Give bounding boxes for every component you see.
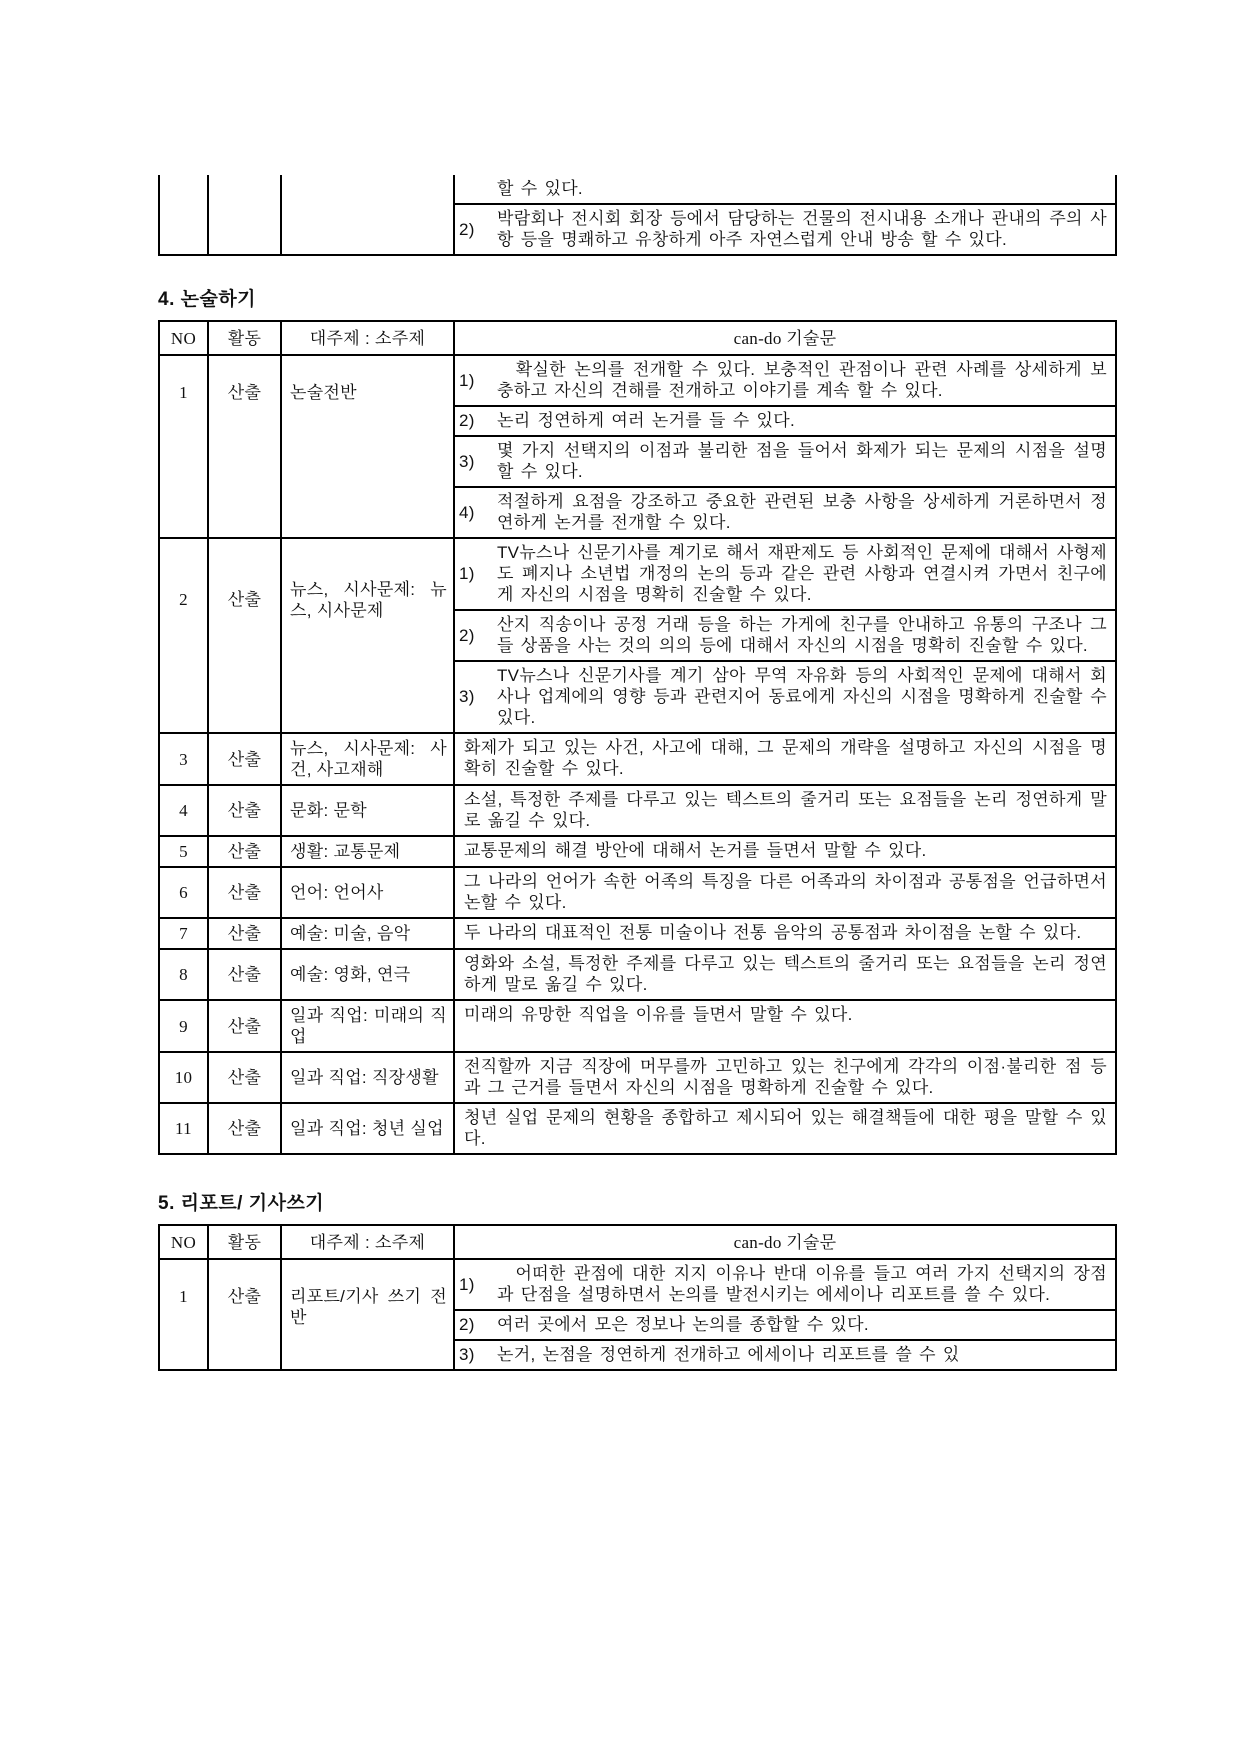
topic-cell: 일과 직업: 청년 실업 <box>282 1104 455 1153</box>
item-number: 2) <box>459 219 475 239</box>
activity-cell: 산출 <box>209 1260 282 1369</box>
item-text: 어떠한 관점에 대한 지지 이유나 반대 이유를 들고 여러 가지 선택지의 장점과 단점을 설명하면서 논의를 발전시키는 에세이나 리포트를 쓸 수 있다. <box>497 1264 1107 1304</box>
item-number: 1) <box>459 370 475 390</box>
cando-item <box>455 486 1115 537</box>
item-text: 청년 실업 문제의 현황을 종합하고 제시되어 있는 해결책들에 대한 평을 말할 수 있다. <box>464 1108 1107 1148</box>
activity-cell: 산출 <box>209 837 282 866</box>
cando-item <box>455 405 1115 435</box>
item-number: 3) <box>459 687 475 706</box>
topic-cell: 논술전반 <box>282 356 455 537</box>
no-cell: 9 <box>160 1001 209 1051</box>
item-text: 미래의 유망한 직업을 이유를 들면서 말할 수 있다. <box>464 1005 853 1024</box>
header-row <box>160 1226 1115 1258</box>
item-text: 교통문제의 해결 방안에 대해서 논거를 들면서 말할 수 있다. <box>464 841 927 860</box>
no-cell: 10 <box>160 1053 209 1102</box>
activity-cell: 산출 <box>209 868 282 917</box>
item-text: 소설, 특정한 주제를 다루고 있는 텍스트의 줄거리 또는 요점들을 논리 정연하게 말로 옮길 수 있다. <box>464 790 1107 830</box>
cando-item <box>455 950 1115 999</box>
item-number: 1) <box>459 1274 475 1294</box>
cando-cell <box>455 539 1115 732</box>
item-text: TV뉴스나 신문기사를 계기로 해서 재판제도 등 사회적인 문제에 대해서 사형제도 폐지나 소년법 개정의 논의 등과 같은 관련 사항과 연결시켜 가면서 친구에게 자신의 시점을 명확히 진술할 수 있다. <box>497 543 1107 604</box>
no-cell <box>160 175 209 254</box>
item-text: 적절하게 요점을 강조하고 중요한 관련된 보충 사항을 상세하게 거론하면서 정연하게 논거를 전개할 수 있다. <box>497 492 1107 532</box>
cando-item <box>455 539 1115 609</box>
spacer <box>158 256 1117 284</box>
column-header-topic: 대주제 : 소주제 <box>282 322 455 354</box>
cando-cell <box>455 919 1115 948</box>
cando-item <box>455 203 1115 254</box>
cando-item <box>455 1339 1115 1369</box>
activity-cell: 산출 <box>209 539 282 732</box>
activity-cell: 산출 <box>209 786 282 835</box>
topic-cell <box>282 175 455 254</box>
cando-cell <box>455 734 1115 784</box>
table-row <box>160 175 1115 254</box>
cando-cell <box>455 868 1115 917</box>
item-number: 4) <box>459 502 475 522</box>
item-text: 영화와 소설, 특정한 주제를 다루고 있는 텍스트의 줄거리 또는 요점들을 논리 정연하게 말로 옮길 수 있다. <box>464 954 1107 994</box>
topic-cell: 예술: 영화, 연극 <box>282 950 455 999</box>
cando-cell <box>455 950 1115 999</box>
item-number: 2) <box>459 625 475 645</box>
item-number: 2) <box>459 1315 475 1334</box>
spacer <box>158 1155 1117 1188</box>
item-text: 몇 가지 선택지의 이점과 불리한 점을 들어서 화제가 되는 문제의 시점을 설명할 수 있다. <box>497 441 1107 481</box>
item-text: 그 나라의 언어가 속한 어족의 특징을 다른 어족과의 차이점과 공통점을 언급하면서 논할 수 있다. <box>464 872 1107 912</box>
no-cell: 8 <box>160 950 209 999</box>
cando-item <box>455 734 1115 783</box>
cando-cell <box>455 1001 1115 1051</box>
continued-table <box>158 175 1117 256</box>
table-row <box>160 1258 1115 1369</box>
topic-cell: 문화: 문학 <box>282 786 455 835</box>
table-row <box>160 784 1115 835</box>
column-header-activity: 활동 <box>209 322 282 354</box>
item-text: TV뉴스나 신문기사를 계기 삼아 무역 자유화 등의 사회적인 문제에 대해서 회사나 업계에의 영향 등과 관련지어 동료에게 자신의 시점을 명확하게 진술할 수 있다. <box>497 666 1107 727</box>
cando-item <box>455 660 1115 732</box>
item-text: 두 나라의 대표적인 전통 미술이나 전통 음악의 공통점과 차이점을 논할 수 있다. <box>464 923 1082 942</box>
cando-item <box>455 435 1115 486</box>
page-content <box>158 175 1117 1371</box>
column-header-no: NO <box>160 1226 209 1258</box>
item-text: 논리 정연하게 여러 논거를 들 수 있다. <box>497 411 795 430</box>
item-text: 확실한 논의를 전개할 수 있다. 보충적인 관점이나 관련 사례를 상세하게 보충하고 자신의 견해를 전개하고 이야기를 계속 할 수 있다. <box>497 360 1107 400</box>
topic-cell: 일과 직업: 직장생활 <box>282 1053 455 1102</box>
item-text: 산지 직송이나 공정 거래 등을 하는 가게에 친구를 안내하고 유통의 구조나 그들 상품을 사는 것의 의의 등에 대해서 자신의 시점을 명확히 진술할 수 있다. <box>497 615 1107 655</box>
no-cell: 5 <box>160 837 209 866</box>
cando-item <box>455 868 1115 917</box>
section-4-table <box>158 320 1117 1155</box>
cando-item <box>455 609 1115 660</box>
no-cell: 3 <box>160 734 209 784</box>
item-number: 1) <box>459 564 475 583</box>
activity-cell: 산출 <box>209 734 282 784</box>
item-text: 여러 곳에서 모은 정보나 논의를 종합할 수 있다. <box>497 1315 869 1334</box>
cando-item <box>455 786 1115 835</box>
table-row <box>160 999 1115 1051</box>
no-cell: 1 <box>160 356 209 537</box>
cando-item <box>455 1053 1115 1102</box>
activity-cell: 산출 <box>209 1053 282 1102</box>
no-cell: 6 <box>160 868 209 917</box>
topic-cell: 생활: 교통문제 <box>282 837 455 866</box>
activity-cell <box>209 175 282 254</box>
item-number: 2) <box>459 411 475 430</box>
cando-item <box>455 1260 1115 1309</box>
cando-item <box>455 1001 1115 1029</box>
item-number: 3) <box>459 451 475 471</box>
item-number: 3) <box>459 1345 475 1364</box>
activity-cell: 산출 <box>209 1104 282 1153</box>
no-cell: 7 <box>160 919 209 948</box>
cando-cell <box>455 1053 1115 1102</box>
topic-cell: 리포트/기사 쓰기 전반 <box>282 1260 455 1369</box>
table-row <box>160 917 1115 948</box>
no-cell: 4 <box>160 786 209 835</box>
header-row <box>160 322 1115 354</box>
cando-item <box>455 1309 1115 1339</box>
item-text: 논거, 논점을 정연하게 전개하고 에세이나 리포트를 쓸 수 있 <box>497 1345 960 1364</box>
topic-cell: 일과 직업: 미래의 직업 <box>282 1001 455 1051</box>
table-row <box>160 537 1115 732</box>
column-header-topic: 대주제 : 소주제 <box>282 1226 455 1258</box>
table-row <box>160 354 1115 537</box>
cando-cell <box>455 786 1115 835</box>
topic-cell: 뉴스, 시사문제: 사건, 사고재해 <box>282 734 455 784</box>
item-text: 전직할까 지금 직장에 머무를까 고민하고 있는 친구에게 각각의 이점·불리한 점 등과 그 근거를 들면서 자신의 시점을 명확하게 진술할 수 있다. <box>464 1057 1107 1097</box>
section-4-heading: 4. 논술하기 <box>158 289 257 310</box>
topic-cell: 언어: 언어사 <box>282 868 455 917</box>
activity-cell: 산출 <box>209 1001 282 1051</box>
cando-cell <box>455 837 1115 866</box>
no-cell: 2 <box>160 539 209 732</box>
table-row <box>160 1102 1115 1153</box>
no-cell: 11 <box>160 1104 209 1153</box>
table-row <box>160 866 1115 917</box>
table-row <box>160 948 1115 999</box>
activity-cell: 산출 <box>209 919 282 948</box>
column-header-cando: can-do 기술문 <box>733 1232 837 1252</box>
table-row <box>160 835 1115 866</box>
cando-item <box>455 837 1115 865</box>
table-row <box>160 1051 1115 1102</box>
table-row <box>160 732 1115 784</box>
cando-item <box>455 175 1115 203</box>
activity-cell: 산출 <box>209 950 282 999</box>
cando-cell <box>455 175 1115 254</box>
cando-item <box>455 356 1115 405</box>
cando-cell <box>455 356 1115 537</box>
column-header-no: NO <box>160 322 209 354</box>
topic-cell: 예술: 미술, 음악 <box>282 919 455 948</box>
section-5-table <box>158 1224 1117 1371</box>
column-header-activity: 활동 <box>209 1226 282 1258</box>
column-header-cando: can-do 기술문 <box>733 328 837 348</box>
cando-item <box>455 1104 1115 1153</box>
activity-cell: 산출 <box>209 356 282 537</box>
cando-cell <box>455 1104 1115 1153</box>
cando-item <box>455 919 1115 947</box>
cando-cell <box>455 1260 1115 1369</box>
item-text: 화제가 되고 있는 사건, 사고에 대해, 그 문제의 개략을 설명하고 자신의 시점을 명확히 진술할 수 있다. <box>464 738 1107 778</box>
item-text: 박람회나 전시회 회장 등에서 담당하는 건물의 전시내용 소개나 관내의 주의 사항 등을 명쾌하고 유창하게 아주 자연스럽게 안내 방송 할 수 있다. <box>497 209 1107 249</box>
no-cell: 1 <box>160 1260 209 1369</box>
item-text: 할 수 있다. <box>497 179 583 198</box>
section-5-heading: 5. 리포트/ 기사쓰기 <box>158 1193 325 1214</box>
topic-cell: 뉴스, 시사문제: 뉴스, 시사문제 <box>282 539 455 732</box>
